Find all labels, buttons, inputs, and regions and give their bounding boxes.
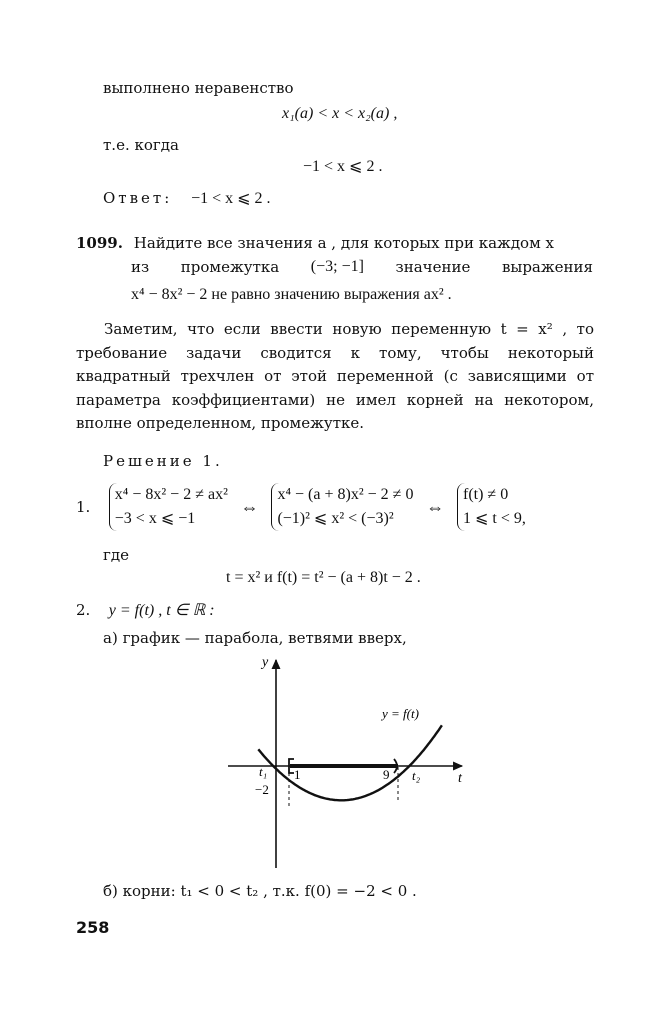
- system-2-line-a: x⁴ − (a + 8)x² − 2 ≠ 0: [277, 486, 414, 503]
- tick-label-9: 9: [383, 767, 390, 782]
- answer-line: [103, 188, 271, 209]
- system-3: [457, 483, 526, 531]
- y-intercept-label: −2: [255, 782, 269, 797]
- equivalence-arrow: ⇔: [240, 497, 259, 517]
- root-t1-label: t₁: [259, 764, 268, 779]
- inequality-result: −1 < x ⩽ 2 .: [303, 158, 383, 175]
- system-1: [109, 483, 228, 531]
- intro-line1: выполнено неравенство: [103, 79, 294, 97]
- equivalence-arrow: ⇔: [426, 497, 445, 517]
- inequality-x1-x2: x₁(a) < x < x₂(a) ,: [282, 105, 398, 122]
- system-3-line-a: f(t) ≠ 0: [463, 486, 509, 503]
- problem-word: выражения: [501, 258, 593, 276]
- problem-line2: [131, 258, 593, 276]
- item-b: б) корни: t₁ < 0 < t₂ , т.к. f(0) = −2 < 0 .: [103, 882, 417, 900]
- parabola-curve: [258, 725, 442, 800]
- solution-heading: Решение 1.: [103, 452, 223, 470]
- tick-label-1: 1: [294, 767, 301, 782]
- problem-word: значение: [395, 258, 471, 276]
- problem-word: из: [131, 258, 150, 276]
- t-axis-label: t: [458, 771, 462, 786]
- step1-row: [76, 483, 526, 531]
- system-2-line-b: (−1)² ⩽ x² < (−3)²: [277, 510, 394, 527]
- root-t2-label: t₂: [412, 768, 421, 783]
- definition-line: t = x² и f(t) = t² − (a + 8)t − 2 .: [226, 569, 421, 586]
- item-a: а) график — парабола, ветвями вверх,: [103, 629, 407, 647]
- step1-number: 1.: [76, 498, 91, 516]
- page-number: 258: [76, 918, 110, 937]
- system-1-line-a: x⁴ − 8x² − 2 ≠ ax²: [114, 486, 228, 503]
- remark-paragraph: Заметим, что если ввести новую переменную t = x² , то требование задачи сводится к тому, чтобы некоторый квадратный трехчлен от этой переменной (с зависящими от параметра коэффициентами) не имел корней на некотором, вполне определенном, промежутке.: [76, 320, 594, 432]
- problem-word: промежутка: [180, 258, 280, 276]
- problem-line1: [76, 233, 554, 253]
- y-axis-label: y: [262, 655, 269, 670]
- interval-left-bracket: [289, 759, 294, 773]
- answer-label: Ответ:: [103, 189, 173, 207]
- system-2: [271, 483, 413, 531]
- where-label: где: [103, 546, 129, 564]
- problem-line3: x⁴ − 8x² − 2 не равно значению выражения ax² .: [131, 286, 452, 303]
- system-3-line-b: 1 ⩽ t < 9,: [463, 510, 526, 527]
- step2-row: [76, 600, 215, 621]
- curve-label: y = f(t): [382, 706, 419, 721]
- interval-right-bracket: [394, 759, 397, 773]
- step2-text: y = f(t) , t ∈ ℝ :: [108, 602, 215, 619]
- problem-number: 1099.: [76, 234, 123, 252]
- step2-number: 2.: [76, 601, 91, 619]
- intro-line2: т.е. когда: [103, 136, 179, 154]
- answer-value: −1 < x ⩽ 2 .: [191, 190, 271, 207]
- problem-interval: (−3; −1]: [310, 258, 364, 275]
- system-1-line-b: −3 < x ⩽ −1: [114, 510, 196, 527]
- problem-text-line1: Найдите все значения a , для которых при каждом x: [133, 234, 554, 252]
